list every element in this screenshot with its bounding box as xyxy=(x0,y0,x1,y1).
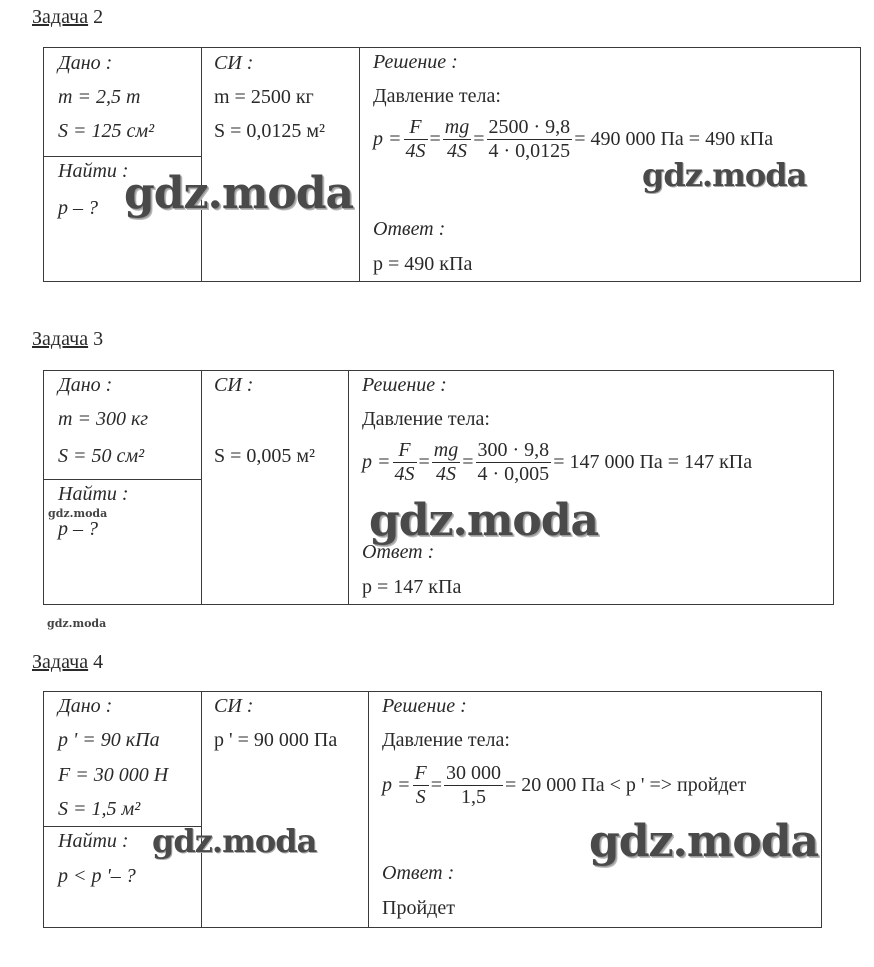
result: = 147 000 Па = 147 кПа xyxy=(553,451,753,473)
answer-label: Ответ : xyxy=(373,218,446,240)
fraction-mg-4s: $\frac{mg}{4S}$ xyxy=(444,116,470,162)
fraction-numeric: $\frac{300 \cdot 9,8}{4 \cdot 0,005}$ xyxy=(477,439,550,485)
watermark: gdz.moda xyxy=(48,507,108,520)
given-cell xyxy=(44,692,202,827)
watermark: gdz.moda xyxy=(152,822,317,860)
watermark: gdz.moda xyxy=(124,168,354,219)
watermark: gdz.moda xyxy=(47,617,107,630)
given-cell xyxy=(44,48,202,157)
given-pressure: p ' = 90 кПа xyxy=(58,729,160,751)
solution-text: Давление тела: xyxy=(373,85,501,107)
find-value: p – ? xyxy=(58,197,98,219)
si-mass: m = 2500 кг xyxy=(214,86,314,108)
answer-value: Пройдет xyxy=(382,897,455,919)
solution-cell xyxy=(369,692,822,928)
fraction-f-4s: $\frac{F}{4S}$ xyxy=(405,116,426,162)
solution-label: Решение : xyxy=(373,51,458,73)
find-value: p < p '– ? xyxy=(58,865,136,887)
given-mass: m = 300 кг xyxy=(58,408,149,430)
pressure-formula: p = $\frac{F}{S}$ = $\frac{30 000}{1,5}$ = 20 000 Па < p ' => пройдет xyxy=(382,762,747,808)
fraction-f-s: $\frac{F}{S}$ xyxy=(414,762,427,808)
given-force: F = 30 000 Н xyxy=(58,764,169,786)
answer-label: Ответ : xyxy=(362,541,435,563)
fraction-numeric: $\frac{2500 \cdot 9,8}{4 \cdot 0,0125}$ xyxy=(488,116,571,162)
solution-text: Давление тела: xyxy=(382,729,510,751)
task-4-table xyxy=(43,691,822,928)
task-2-table xyxy=(43,47,861,282)
given-label: Дано : xyxy=(58,374,113,396)
given-area: S = 125 см² xyxy=(58,120,155,142)
answer-value: p = 490 кПа xyxy=(373,253,473,275)
si-pressure: p ' = 90 000 Па xyxy=(214,729,338,751)
given-label: Дано : xyxy=(58,52,113,74)
find-cell xyxy=(44,480,202,605)
task-3-title: Задача 3 xyxy=(32,328,104,350)
si-area: S = 0,005 м² xyxy=(214,445,316,467)
pressure-formula: p = $\frac{F}{4S}$ = $\frac{mg}{4S}$ = $\frac{2500 \cdot 9,8}{4 \cdot 0,0125}$ = 490 000 Па = 490 кПа xyxy=(373,116,774,162)
task-4-title: Задача 4 xyxy=(32,651,104,673)
find-label: Найти : xyxy=(58,830,129,852)
find-value: p – ? xyxy=(58,518,98,540)
result: = 20 000 Па < p ' => пройдет xyxy=(505,774,747,796)
find-label: Найти : xyxy=(58,160,129,182)
watermark: gdz.moda xyxy=(642,156,807,194)
si-cell xyxy=(202,48,360,282)
given-area: S = 1,5 м² xyxy=(58,798,141,820)
given-label: Дано : xyxy=(58,695,113,717)
task-3-table xyxy=(43,370,834,605)
given-cell xyxy=(44,371,202,480)
watermark: gdz.moda xyxy=(589,816,819,867)
si-cell xyxy=(202,692,369,928)
solution-text: Давление тела: xyxy=(362,408,490,430)
fraction-numeric: $\frac{30 000}{1,5}$ xyxy=(446,762,501,808)
find-label: Найти : xyxy=(58,483,129,505)
task-2-title: Задача 2 xyxy=(32,6,104,28)
watermark: gdz.moda xyxy=(369,495,599,546)
solution-label: Решение : xyxy=(382,695,467,717)
si-cell xyxy=(202,371,349,605)
fraction-f-4s: $\frac{F}{4S}$ xyxy=(394,439,415,485)
given-mass: m = 2,5 т xyxy=(58,86,141,108)
solution-cell xyxy=(360,48,861,282)
si-label: СИ : xyxy=(214,374,254,396)
si-label: СИ : xyxy=(214,695,254,717)
pressure-formula: p = $\frac{F}{4S}$ = $\frac{mg}{4S}$ = $\frac{300 \cdot 9,8}{4 \cdot 0,005}$ = 147 000 Па = 147 кПа xyxy=(362,439,753,485)
si-area: S = 0,0125 м² xyxy=(214,120,326,142)
result: = 490 000 Па = 490 кПа xyxy=(574,128,774,150)
si-label: СИ : xyxy=(214,52,254,74)
answer-value: p = 147 кПа xyxy=(362,576,462,598)
given-area: S = 50 см² xyxy=(58,445,145,467)
solution-label: Решение : xyxy=(362,374,447,396)
solution-cell xyxy=(349,371,834,605)
fraction-mg-4s: $\frac{mg}{4S}$ xyxy=(433,439,459,485)
answer-label: Ответ : xyxy=(382,862,455,884)
